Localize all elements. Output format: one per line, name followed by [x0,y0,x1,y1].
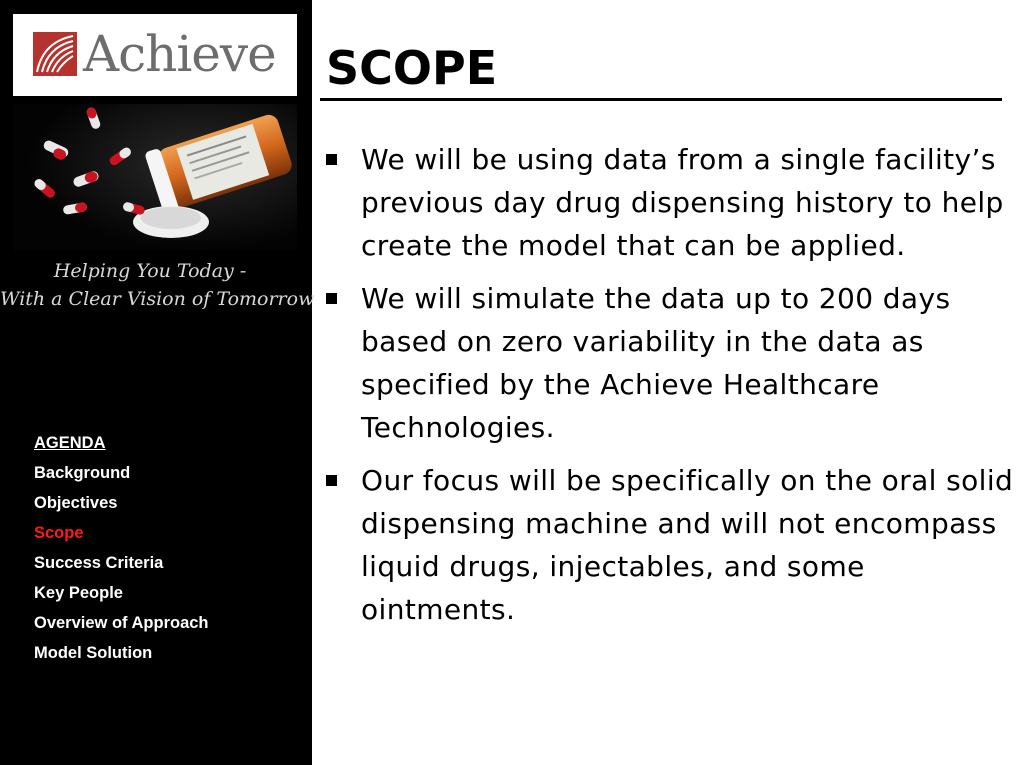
bullet-item [324,138,1014,267]
square-bullet-icon [326,475,337,486]
slide-title: SCOPE [326,41,498,95]
nav-item-success-criteria[interactable]: Success Criteria [34,554,164,572]
agenda-heading[interactable]: AGENDA [34,434,106,452]
bullet-text: We will simulate the data up to 200 days based on zero variability in the data as specified by the Achieve Healthcare Technologies. [361,282,951,444]
tagline [0,257,315,313]
nav-item-overview-of-approach[interactable]: Overview of Approach [34,614,209,632]
bullet-text: We will be using data from a single facility’s previous day drug dispensing history to help create the model that can be applied. [361,143,1004,262]
tagline-line-2: With a Clear Vision of Tomorrow [0,288,315,310]
bullet-text: Our focus will be specifically on the oral solid dispensing machine and will not encompass liquid drugs, injectables, and some ointments. [361,464,1014,626]
logo-text: Achieve [83,25,276,83]
nav-item-objectives[interactable]: Objectives [34,494,118,512]
sidebar [0,0,315,765]
bullet-item [324,459,1014,631]
nav-item-background[interactable]: Background [34,464,131,482]
square-bullet-icon [326,154,337,165]
nav-item-key-people[interactable]: Key People [34,584,123,602]
nav-item-scope[interactable]: Scope [34,524,84,542]
bullet-item [324,277,1014,449]
company-logo [13,14,297,96]
agenda-nav [34,432,209,672]
pills-photo [13,104,297,250]
title-divider [320,98,1002,101]
nav-item-model-solution[interactable]: Model Solution [34,644,153,662]
square-bullet-icon [326,293,337,304]
pill-bottle-illustration [13,104,297,250]
tagline-line-1: Helping You Today - [53,260,247,282]
scope-bullet-list [324,138,1014,641]
logo-swoosh-icon [33,32,77,76]
